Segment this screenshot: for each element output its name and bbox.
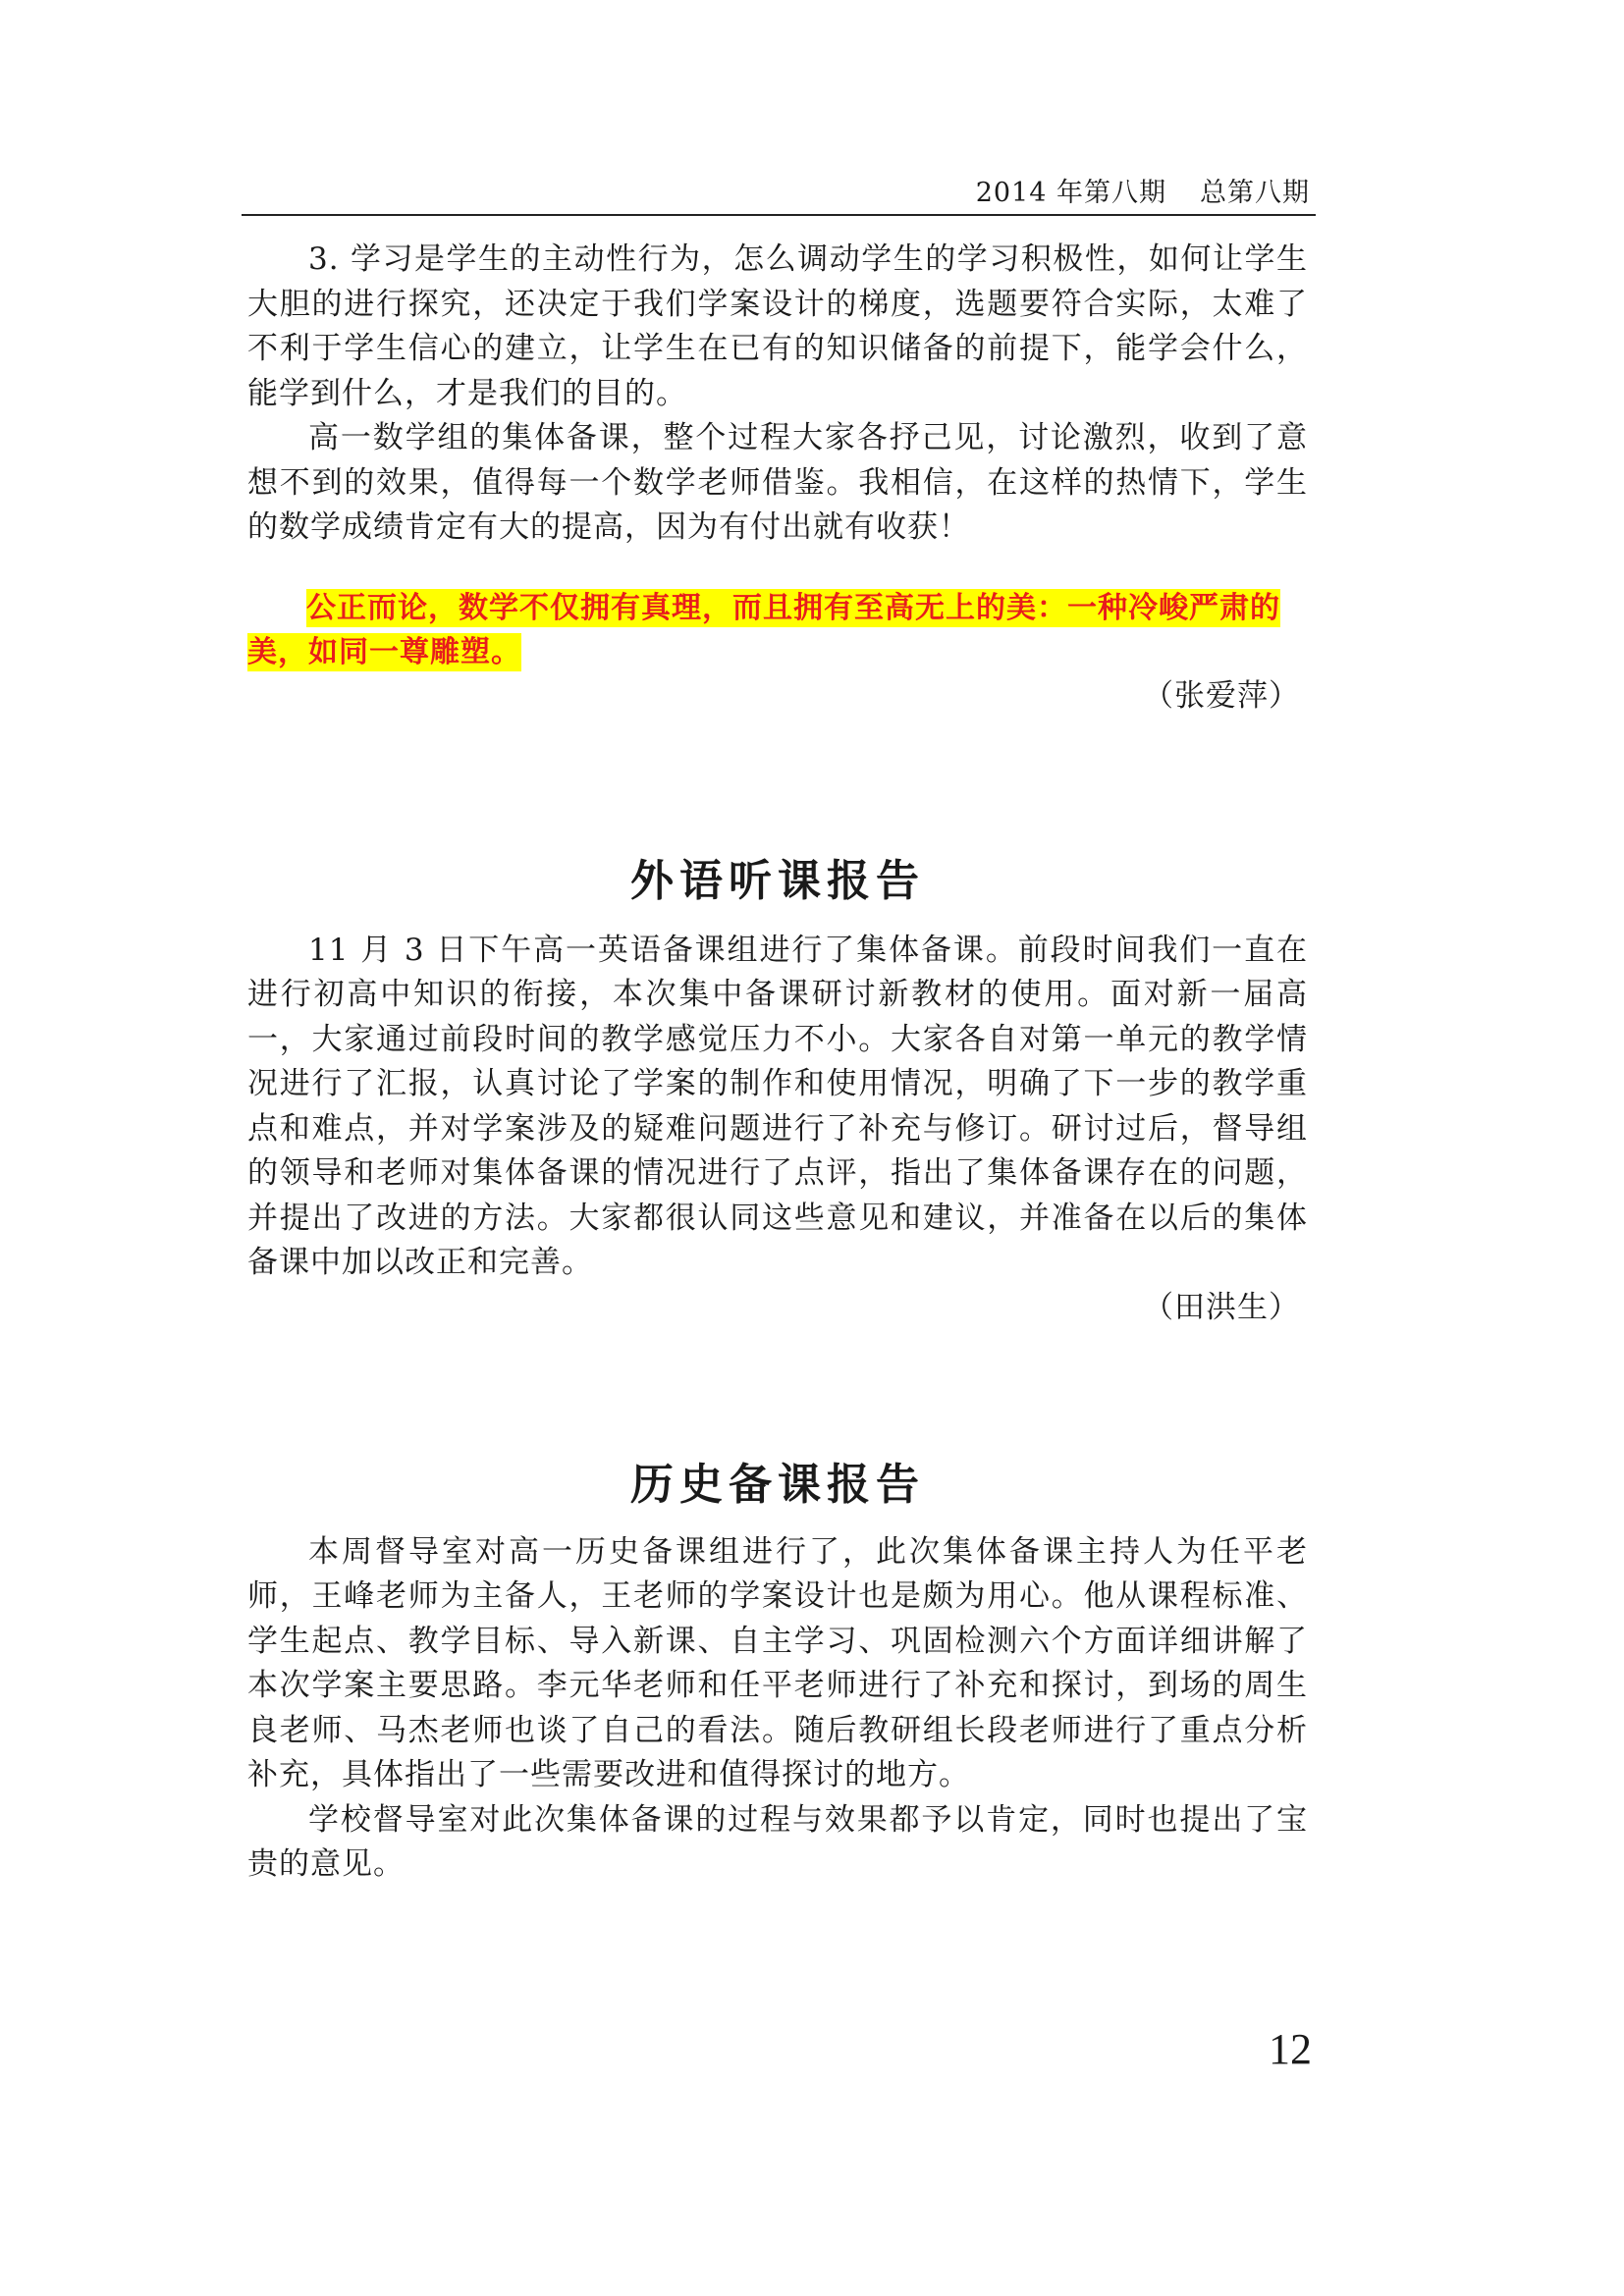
paragraph: 3. 学习是学生的主动性行为，怎么调动学生的学习积极性，如何让学生大胆的进行探究，还决定于我们学案设计的梯度，选题要符合实际，太难了不利于学生信心的建立，让学生在已有的知识储备的前提下，能学会什么，能学到什么，才是我们的目的。	[247, 241, 1308, 411]
header-issue: 2014 年第八期	[975, 178, 1166, 208]
paragraph: 11 月 3 日下午高一英语备课组进行了集体备课。前段时间我们一直在进行初高中知识的衔接，本次集中备课研讨新教材的使用。面对新一届高一，大家通过前段时间的教学感觉压力不小。大家各自对第一单元的教学情况进行了汇报，认真讨论了学案的制作和使用情况，明确了下一步的教学重点和难点，并对学案涉及的疑难问题进行了补充与修订。研讨过后，督导组的领导和老师对集体备课的情况进行了点评，指出了集体备课存在的问题，并提出了改进的方法。大家都很认同这些意见和建议，并准备在以后的集体备课中加以改正和完善。	[247, 932, 1308, 1280]
math-section-continuation	[247, 238, 1308, 719]
paragraph: 本周督导室对高一历史备课组进行了，此次集体备课主持人为任平老师，王峰老师为主备人，王老师的学案设计也是颇为用心。他从课程标准、学生起点、教学目标、导入新课、自主学习、巩固检测六个方面详细讲解了本次学案主要思路。李元华老师和任平老师进行了补充和探讨，到场的周生良老师、马杰老师也谈了自己的看法。随后教研组长段老师进行了重点分析补充，具体指出了一些需要改进和值得探讨的地方。	[247, 1533, 1308, 1792]
author-signature: （田洪生）	[1143, 1289, 1300, 1325]
paragraph: 学校督导室对此次集体备课的过程与效果都予以肯定，同时也提出了宝贵的意见。	[247, 1801, 1308, 1882]
history-report-section	[247, 1456, 1308, 1888]
section-title: 历史备课报告	[630, 1459, 925, 1510]
header-issue-info	[976, 171, 1310, 209]
section-title: 外语听课报告	[630, 855, 925, 906]
quote-text: 公正而论，数学不仅拥有真理，而且拥有至高无上的美：一种冷峻严肃的美，如同一尊雕塑。	[247, 590, 1280, 669]
page-header	[242, 169, 1316, 216]
highlighted-quote	[247, 586, 1308, 674]
header-total-issue: 总第八期	[1200, 178, 1310, 208]
author-signature: （张爱萍）	[1143, 677, 1300, 714]
page-content	[247, 238, 1308, 1888]
page-number: 12	[1269, 2025, 1312, 2073]
paragraph: 高一数学组的集体备课，整个过程大家各抒己见，讨论激烈，收到了意想不到的效果，值得每一个数学老师借鉴。我相信，在这样的热情下，学生的数学成绩肯定有大的提高，因为有付出就有收获！	[247, 420, 1308, 545]
english-report-section	[247, 852, 1308, 1330]
